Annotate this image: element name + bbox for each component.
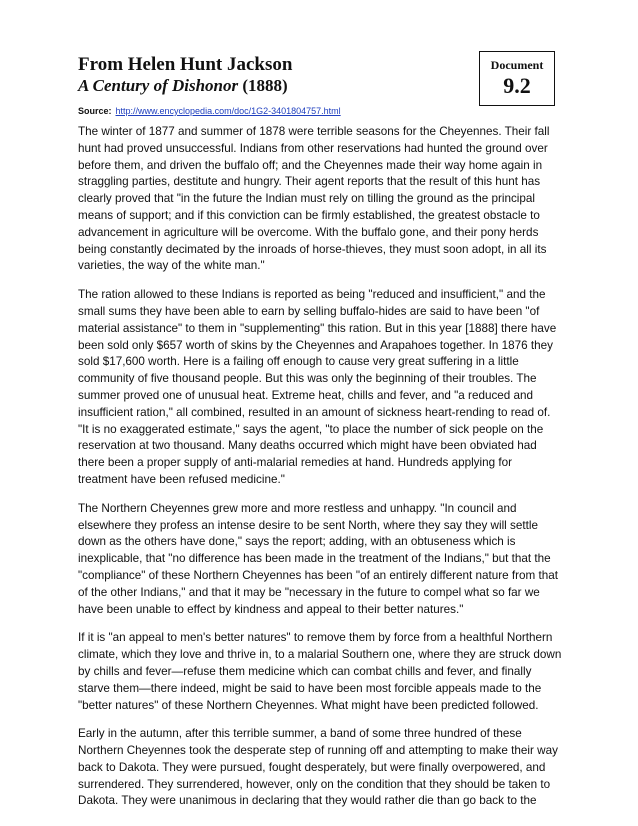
book-title: A Century of Dishonor (78, 76, 239, 95)
body-paragraph: If it is "an appeal to men's better natures" to remove them by force from a healthful Northern climate, which they love and thrive in, to a malarial Southern one, where they are struck down by chills and fever—refuse them medicine which can combat chills and fever, and finally starve them—there indeed, might be said to have been most forcible appeals made to the "better natures" of these Northern Cheyennes. What might have been predicted followed. (78, 631, 562, 712)
document-number-box (479, 51, 555, 106)
body-paragraph: The Northern Cheyennes grew more and more restless and unhappy. "In council and elsewhere they profess an intense desire to be sent North, where they say they will settle down as the others have done," says the report; adding, with an obtuseness which is inexplicable, that "no difference has been made in the treatment of the Indians," but that the "compliance" of these Northern Cheyennes has been "of an entirely different nature from that of the other Indians," and that it may be "necessary in the future to compel what so far we have been unable to effect by kindness and appeal to their better natures." (78, 501, 559, 616)
document-header (78, 54, 478, 117)
source-label: Source: (78, 106, 112, 116)
body-paragraph: The ration allowed to these Indians is reported as being "reduced and insufficient," and the small sums they have been able to earn by selling buffalo-hides are said to have been "of material assistance" to them in "supplementing" this ration. But in this year [1888] there have been sold only $657 worth of skins by the Cheyennes and Arapahoes together. In 1876 they sold $17,600 worth. Here is a failing off enough to cause very great suffering in a little community of five thousand people. But this was only the beginning of their troubles. The summer proved one of unusual heat. Extreme heat, chills and fever, and "a reduced and insufficient ration," all combined, resulted in an amount of sickness heart-rending to read of. "It is no exaggerated estimate," says the agent, "to place the number of sick people on the reservation at two thousand. Many deaths occurred which might have been obviated had there been a proper supply of anti-malarial remedies at hand. Hundreds applying for treatment have been refused medicine." (78, 288, 557, 486)
book-citation (78, 76, 478, 96)
document-number: 9.2 (503, 73, 531, 98)
source-link[interactable]: http://www.encyclopedia.com/doc/1G2-3401804757.html (115, 106, 341, 116)
source-line (78, 105, 478, 117)
document-body (78, 124, 562, 822)
document-title: From Helen Hunt Jackson (78, 54, 293, 75)
body-paragraph: Early in the autumn, after this terrible summer, a band of some three hundred of these Northern Cheyennes took the desperate step of running off and attempting to make their way back to Dakota. They were pursued, fought desperately, but were finally overpowered, and surrendered. They surrendered, however, only on the condition that they should be taken to Dakota. They were unanimous in declaring that they would rather die than go back to the (78, 727, 558, 808)
book-year: (1888) (238, 76, 288, 95)
body-paragraph: The winter of 1877 and summer of 1878 were terrible seasons for the Cheyennes. Their fall hunt had proved unsuccessful. Indians from other reservations had hunted the ground over before them, and driven the buffalo off; and the Cheyennes made their way home again in straggling parties, destitute and hungry. Their agent reports that the result of this hunt has clearly proved that "in the future the Indian must rely on tilling the ground as the principal means of support; and if this conviction can be firmly established, the greatest obstacle to advancement in agriculture will be overcome. With the buffalo gone, and their pony herds being constantly decimated by the inroads of horse-thieves, they must soon adopt, in all its varieties, the way of the white man." (78, 125, 550, 273)
document-label: Document (490, 58, 544, 72)
